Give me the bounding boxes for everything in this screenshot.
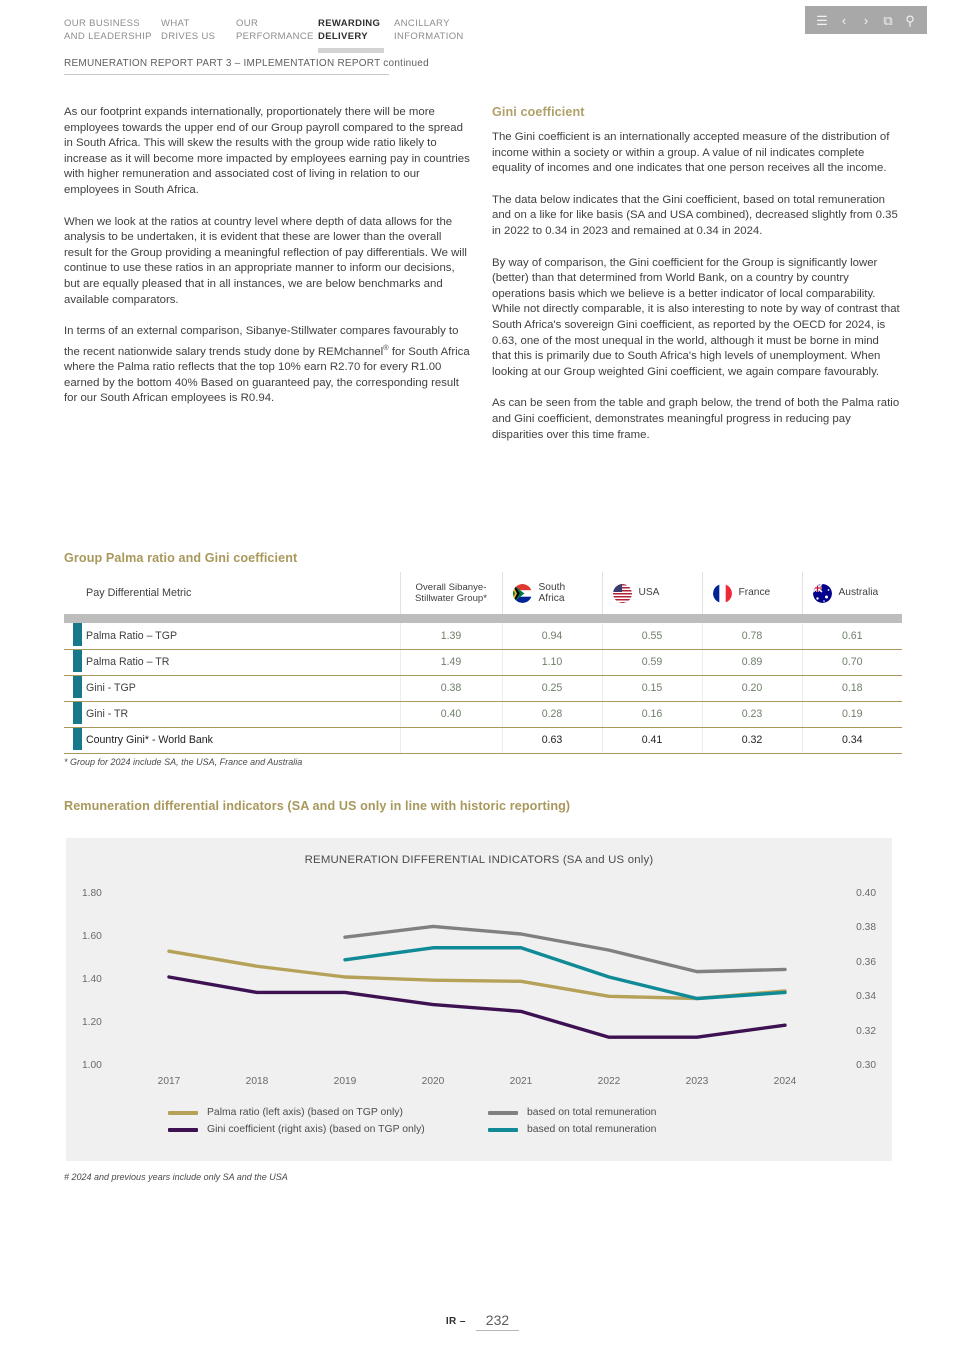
row-value-usa: 0.41 [602,727,702,753]
page-footer [0,1312,965,1331]
table-header-metric: Pay Differential Metric [64,572,400,614]
y2-axis-tick-0.38: 0.38 [856,922,876,933]
nav-item-line2: DELIVERY [318,30,368,42]
search-icon[interactable]: ⚲ [905,12,915,28]
table-header-group [400,572,502,614]
left-paragraph-3-before: In terms of an external comparison, Sibanye-Stillwater compares favourably to the recent nationwide salary trends study done by REMchannel [64,325,459,358]
table-header-row [64,572,902,614]
pdf-viewer-toolbar[interactable] [805,6,927,34]
pay-differential-table [64,572,902,754]
left-paragraph-1: As our footprint expands internationally, proportionately there will be more employees towards the upper end of our Group payroll compared to the spread in South Africa. This will skew the results with the group wide ratio likely to increase as it will become more impacted by employees earning pay in countries with higher remuneration and associated cost of living in relation to our employees in South Africa. [64,106,470,196]
right-paragraph-3: By way of comparison, the Gini coefficient for the Group is significantly lower (better) than that determined from World Bank, on a country by country operations basis which we believe is a better indicator of local comparability. While not directly comparable, it is also interesting to note by way of contrast that South Africa's sovereign Gini coefficient, as reported by the OECD for 2024, is 0.63, one of the most unequal in the world, although it must be borne in mind that this is primarily due to South Africa's high levels of unemployment. When looking at our Group weighted Gini coefficient, we again compare favourably. [492,256,900,378]
south-africa-label [539,582,566,605]
nav-item-line1: OUR [236,18,259,29]
row-value-south-africa: 0.28 [502,701,602,727]
sa-line2: Africa [538,593,565,604]
nav-item-our-business-and-leadership[interactable] [64,18,161,55]
left-paragraph-2: When we look at the ratios at country level where depth of data allows for the analysis to be undertaken, it is evident that these are lower than the overall result for the Group providing a meaningful reflection of pay differentials. We will continue to use these ratios in an appropriate manner to inform our decisions, but are equally pleased that in all instances, we are below benchmarks and available comparators. [64,215,467,306]
table-header-usa [602,572,702,614]
y-axis-tick-1.80: 1.80 [82,888,102,899]
row-value-group: 1.39 [400,623,502,649]
y2-axis-tick-0.32: 0.32 [856,1026,876,1037]
row-value-group [400,727,502,753]
nav-item-line1: REWARDING [318,18,381,29]
legend-item-gini-tgp [168,1124,468,1135]
row-value-france: 0.32 [702,727,802,753]
row-metric: Gini - TGP [64,675,400,701]
legend-swatch-palma-total-remuneration [488,1111,518,1115]
y-axis-tick-1.40: 1.40 [82,974,102,985]
row-value-france: 0.20 [702,675,802,701]
y2-axis-tick-0.36: 0.36 [856,957,876,968]
table-row [64,649,902,675]
menu-icon[interactable]: ☰ [816,12,828,28]
separator-cell [64,614,902,623]
row-value-australia: 0.61 [802,623,902,649]
legend-swatch-palma-tgp [168,1111,198,1115]
chart-block-title: Remuneration differential indicators (SA and US only in line with historic reporting) [64,799,571,813]
france-flag-icon [713,584,732,603]
nav-item-ancillary-information[interactable] [394,18,474,55]
y2-axis-tick-0.34: 0.34 [856,991,876,1002]
nav-item-line2: DRIVES US [161,30,216,42]
footer-label: IR – [445,1316,466,1327]
nav-item-rewarding-delivery[interactable] [318,18,394,55]
legend-item-gini-total-remuneration [488,1124,788,1135]
table-row [64,701,902,727]
row-value-australia: 0.18 [802,675,902,701]
right-paragraph-4: As can be seen from the table and graph below, the trend of both the Palma ratio and Gini coefficient, demonstrates meaningful progress in reducing pay disparities over this time frame. [492,397,900,441]
legend-label-gini-total-remuneration: based on total remuneration [527,1124,657,1135]
chart-legend [168,1107,788,1135]
nav-item-line2: AND LEADERSHIP [64,30,152,42]
x-axis-tick-2018: 2018 [245,1076,269,1087]
row-value-france: 0.23 [702,701,802,727]
nav-item-line2: INFORMATION [394,30,464,42]
usa-flag-icon [613,584,632,603]
usa-label: USA [638,587,660,599]
x-axis-tick-2020: 2020 [421,1076,445,1087]
row-value-france: 0.78 [702,623,802,649]
row-value-usa: 0.15 [602,675,702,701]
nav-item-line1: WHAT [161,18,190,29]
south-africa-flag-icon [513,584,532,603]
australia-flag-icon [813,584,832,603]
row-value-south-africa: 0.63 [502,727,602,753]
row-metric: Country Gini* - World Bank [64,727,400,753]
left-paragraph-3-after: for South Africa where the Palma ratio reflects that the top 10% earn R2.70 for every R1.00 earned by the bottom 40% Based on guaranteed pay, the corresponding result for our South African employees is R0.94. [64,345,470,405]
registered-mark: ® [383,342,389,352]
y2-axis-tick-0.30: 0.30 [856,1060,876,1071]
y-axis-tick-1.60: 1.60 [82,931,102,942]
row-metric: Palma Ratio – TGP [64,623,400,649]
table-header-south-africa [502,572,602,614]
legend-label-palma-tgp: Palma ratio (left axis) (based on TGP only) [207,1107,403,1118]
left-text-column [64,105,472,423]
france-label: France [738,587,771,599]
x-axis-tick-2024: 2024 [773,1076,797,1087]
strapline-divider [64,74,389,75]
row-value-france: 0.89 [702,649,802,675]
right-text-column [492,105,900,459]
report-strapline: REMUNERATION REPORT PART 3 – IMPLEMENTATION REPORT continued [64,58,429,69]
next-page-icon[interactable]: › [863,12,869,28]
y2-axis-tick-0.40: 0.40 [856,888,876,899]
nav-item-line2: PERFORMANCE [236,30,314,42]
group-header-line1: Overall Sibanye- [415,581,487,593]
x-axis-tick-2017: 2017 [157,1076,181,1087]
legend-label-gini-tgp: Gini coefficient (right axis) (based on TGP only) [207,1124,425,1135]
y-axis-tick-1.00: 1.00 [82,1060,102,1071]
section-heading-gini-coefficient: Gini coefficient [492,105,585,119]
row-value-south-africa: 0.25 [502,675,602,701]
row-value-south-africa: 0.94 [502,623,602,649]
table-header-separator [64,614,902,623]
row-value-usa: 0.55 [602,623,702,649]
sa-line1: South [538,581,566,593]
row-value-usa: 0.59 [602,649,702,675]
row-metric: Palma Ratio – TR [64,649,400,675]
legend-label-palma-total-remuneration: based on total remuneration [527,1107,657,1118]
table-title: Group Palma ratio and Gini coefficient [64,551,298,565]
page-view-icon[interactable]: ⧉ [883,12,893,28]
row-value-australia: 0.34 [802,727,902,753]
table-row [64,623,902,649]
table-row [64,727,902,753]
table-footnote: * Group for 2024 include SA, the USA, France and Australia [64,757,303,767]
nav-item-line1: ANCILLARY [394,18,450,29]
row-value-group: 0.38 [400,675,502,701]
remuneration-differential-chart [66,838,892,1161]
nav-item-our-performance[interactable] [236,18,318,55]
legend-swatch-gini-total-remuneration [488,1128,518,1132]
row-value-group: 1.49 [400,649,502,675]
nav-item-line1: OUR BUSINESS [64,18,140,29]
legend-swatch-gini-tgp [168,1128,198,1132]
group-header-line2: Stillwater Group* [415,593,487,604]
x-axis-tick-2023: 2023 [685,1076,709,1087]
chart-heading: REMUNERATION DIFFERENTIAL INDICATORS (SA and US only) [304,854,654,866]
australia-label: Australia [838,587,879,599]
nav-item-what-drives-us[interactable] [161,18,236,55]
page-number: 232 [476,1312,519,1331]
row-value-group: 0.40 [400,701,502,727]
previous-page-icon[interactable]: ‹ [841,12,847,28]
x-axis-tick-2022: 2022 [597,1076,621,1087]
right-paragraph-1: The Gini coefficient is an internationally accepted measure of the distribution of income within a society or within a group. A value of nil indicates complete equality of incomes and one indicates that one person receives all the income. [492,131,890,175]
row-metric: Gini - TR [64,701,400,727]
table-header-australia [802,572,902,614]
row-value-australia: 0.70 [802,649,902,675]
legend-item-palma-tgp [168,1107,468,1118]
right-paragraph-2: The data below indicates that the Gini coefficient, based on total remuneration and on a like for like basis (SA and USA combined), decreased slightly from 0.35 in 2022 to 0.34 in 2023 and remained at 0.34 in 2024. [492,193,898,237]
row-value-usa: 0.16 [602,701,702,727]
row-value-south-africa: 1.10 [502,649,602,675]
x-axis-tick-2021: 2021 [509,1076,533,1087]
section-navigation[interactable] [64,18,494,55]
row-value-australia: 0.19 [802,701,902,727]
x-axis-tick-2019: 2019 [333,1076,357,1087]
chart-footnote: # 2024 and previous years include only SA and the USA [64,1172,288,1182]
table-row [64,675,902,701]
table-header-france [702,572,802,614]
y-axis-tick-1.20: 1.20 [82,1017,102,1028]
legend-item-palma-total-remuneration [488,1107,788,1118]
left-paragraph-3 [64,324,472,407]
